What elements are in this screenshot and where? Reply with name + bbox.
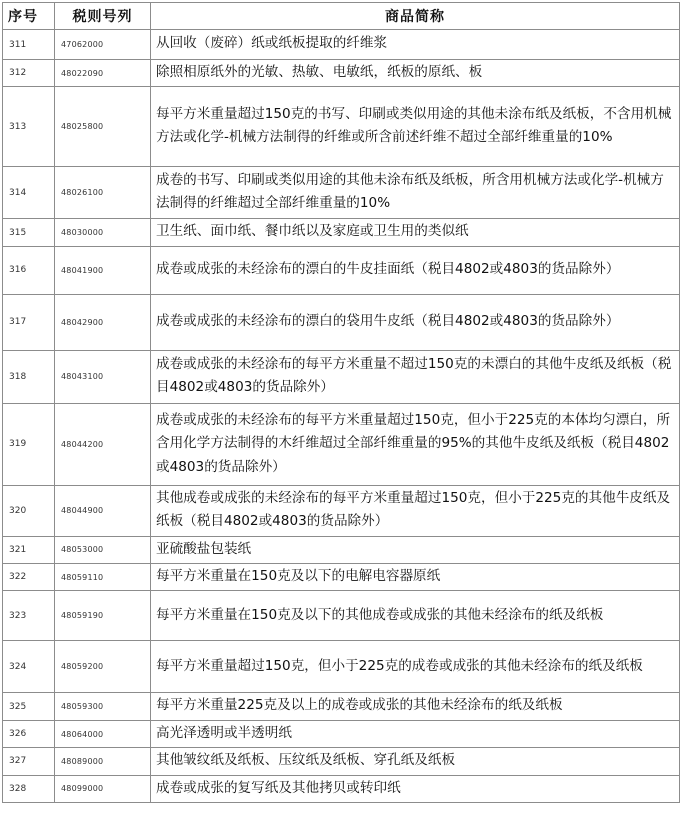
name-cell: 亚硫酸盐包装纸 [151,536,680,563]
code-cell: 48053000 [55,536,151,563]
header-code: 税则号列 [55,3,151,30]
tariff-table [2,2,680,803]
seq-cell: 323 [3,591,55,641]
code-cell: 48030000 [55,219,151,246]
name-cell: 成卷或成张的未经涂布的每平方米重量超过150克，但小于225克的本体均匀漂白，所含用化学方法制得的木纤维超过全部纤维重量的95%的其他牛皮纸及纸板（税目4802或4803的货品除外） [151,403,680,485]
seq-cell: 320 [3,485,55,536]
table-body [3,30,680,803]
code-cell: 48059200 [55,641,151,693]
seq-cell: 328 [3,775,55,802]
name-cell: 成卷的书写、印刷或类似用途的其他未涂布纸及纸板，所含用机械方法或化学-机械方法制得的纤维超过全部纤维重量的10% [151,167,680,219]
code-cell: 48042900 [55,294,151,350]
table-row [3,591,680,641]
code-cell: 48025800 [55,87,151,167]
code-cell: 48041900 [55,246,151,294]
header-name: 商品简称 [151,3,680,30]
header-row [3,3,680,30]
code-cell: 48099000 [55,775,151,802]
code-cell: 48044900 [55,485,151,536]
code-cell: 48022090 [55,60,151,87]
seq-cell: 315 [3,219,55,246]
table-row [3,564,680,591]
table-row [3,167,680,219]
header-seq: 序号 [3,3,55,30]
table-row [3,294,680,350]
table-row [3,60,680,87]
table-header [3,3,680,30]
name-cell: 成卷或成张的未经涂布的漂白的袋用牛皮纸（税目4802或4803的货品除外） [151,294,680,350]
seq-cell: 318 [3,350,55,403]
name-cell: 除照相原纸外的光敏、热敏、电敏纸，纸板的原纸、板 [151,60,680,87]
seq-cell: 317 [3,294,55,350]
table-row [3,536,680,563]
seq-cell: 321 [3,536,55,563]
table-row [3,775,680,802]
code-cell: 47062000 [55,30,151,60]
code-cell: 48043100 [55,350,151,403]
seq-cell: 327 [3,748,55,775]
seq-cell: 326 [3,720,55,747]
seq-cell: 322 [3,564,55,591]
table-row [3,403,680,485]
table-row [3,246,680,294]
code-cell: 48026100 [55,167,151,219]
name-cell: 成卷或成张的未经涂布的每平方米重量不超过150克的未漂白的其他牛皮纸及纸板（税目4802或4803的货品除外） [151,350,680,403]
table-row [3,350,680,403]
seq-cell: 316 [3,246,55,294]
table-row [3,87,680,167]
name-cell: 高光泽透明或半透明纸 [151,720,680,747]
seq-cell: 324 [3,641,55,693]
name-cell: 从回收（废碎）纸或纸板提取的纤维浆 [151,30,680,60]
seq-cell: 325 [3,693,55,720]
table-row [3,485,680,536]
seq-cell: 313 [3,87,55,167]
name-cell: 其他成卷或成张的未经涂布的每平方米重量超过150克，但小于225克的其他牛皮纸及纸板（税目4802或4803的货品除外） [151,485,680,536]
table-row [3,748,680,775]
name-cell: 其他皱纹纸及纸板、压纹纸及纸板、穿孔纸及纸板 [151,748,680,775]
name-cell: 成卷或成张的复写纸及其他拷贝或转印纸 [151,775,680,802]
name-cell: 每平方米重量在150克及以下的其他成卷或成张的其他未经涂布的纸及纸板 [151,591,680,641]
code-cell: 48059300 [55,693,151,720]
seq-cell: 311 [3,30,55,60]
table-row [3,641,680,693]
name-cell: 每平方米重量225克及以上的成卷或成张的其他未经涂布的纸及纸板 [151,693,680,720]
code-cell: 48059190 [55,591,151,641]
seq-cell: 312 [3,60,55,87]
code-cell: 48059110 [55,564,151,591]
table-row [3,693,680,720]
table-row [3,720,680,747]
name-cell: 每平方米重量超过150克，但小于225克的成卷或成张的其他未经涂布的纸及纸板 [151,641,680,693]
table-row [3,219,680,246]
name-cell: 每平方米重量超过150克的书写、印刷或类似用途的其他未涂布纸及纸板，不含用机械方法或化学-机械方法制得的纤维或所含前述纤维不超过全部纤维重量的10% [151,87,680,167]
seq-cell: 319 [3,403,55,485]
table-row [3,30,680,60]
name-cell: 卫生纸、面巾纸、餐巾纸以及家庭或卫生用的类似纸 [151,219,680,246]
name-cell: 成卷或成张的未经涂布的漂白的牛皮挂面纸（税目4802或4803的货品除外） [151,246,680,294]
name-cell: 每平方米重量在150克及以下的电解电容器原纸 [151,564,680,591]
seq-cell: 314 [3,167,55,219]
code-cell: 48044200 [55,403,151,485]
code-cell: 48089000 [55,748,151,775]
code-cell: 48064000 [55,720,151,747]
